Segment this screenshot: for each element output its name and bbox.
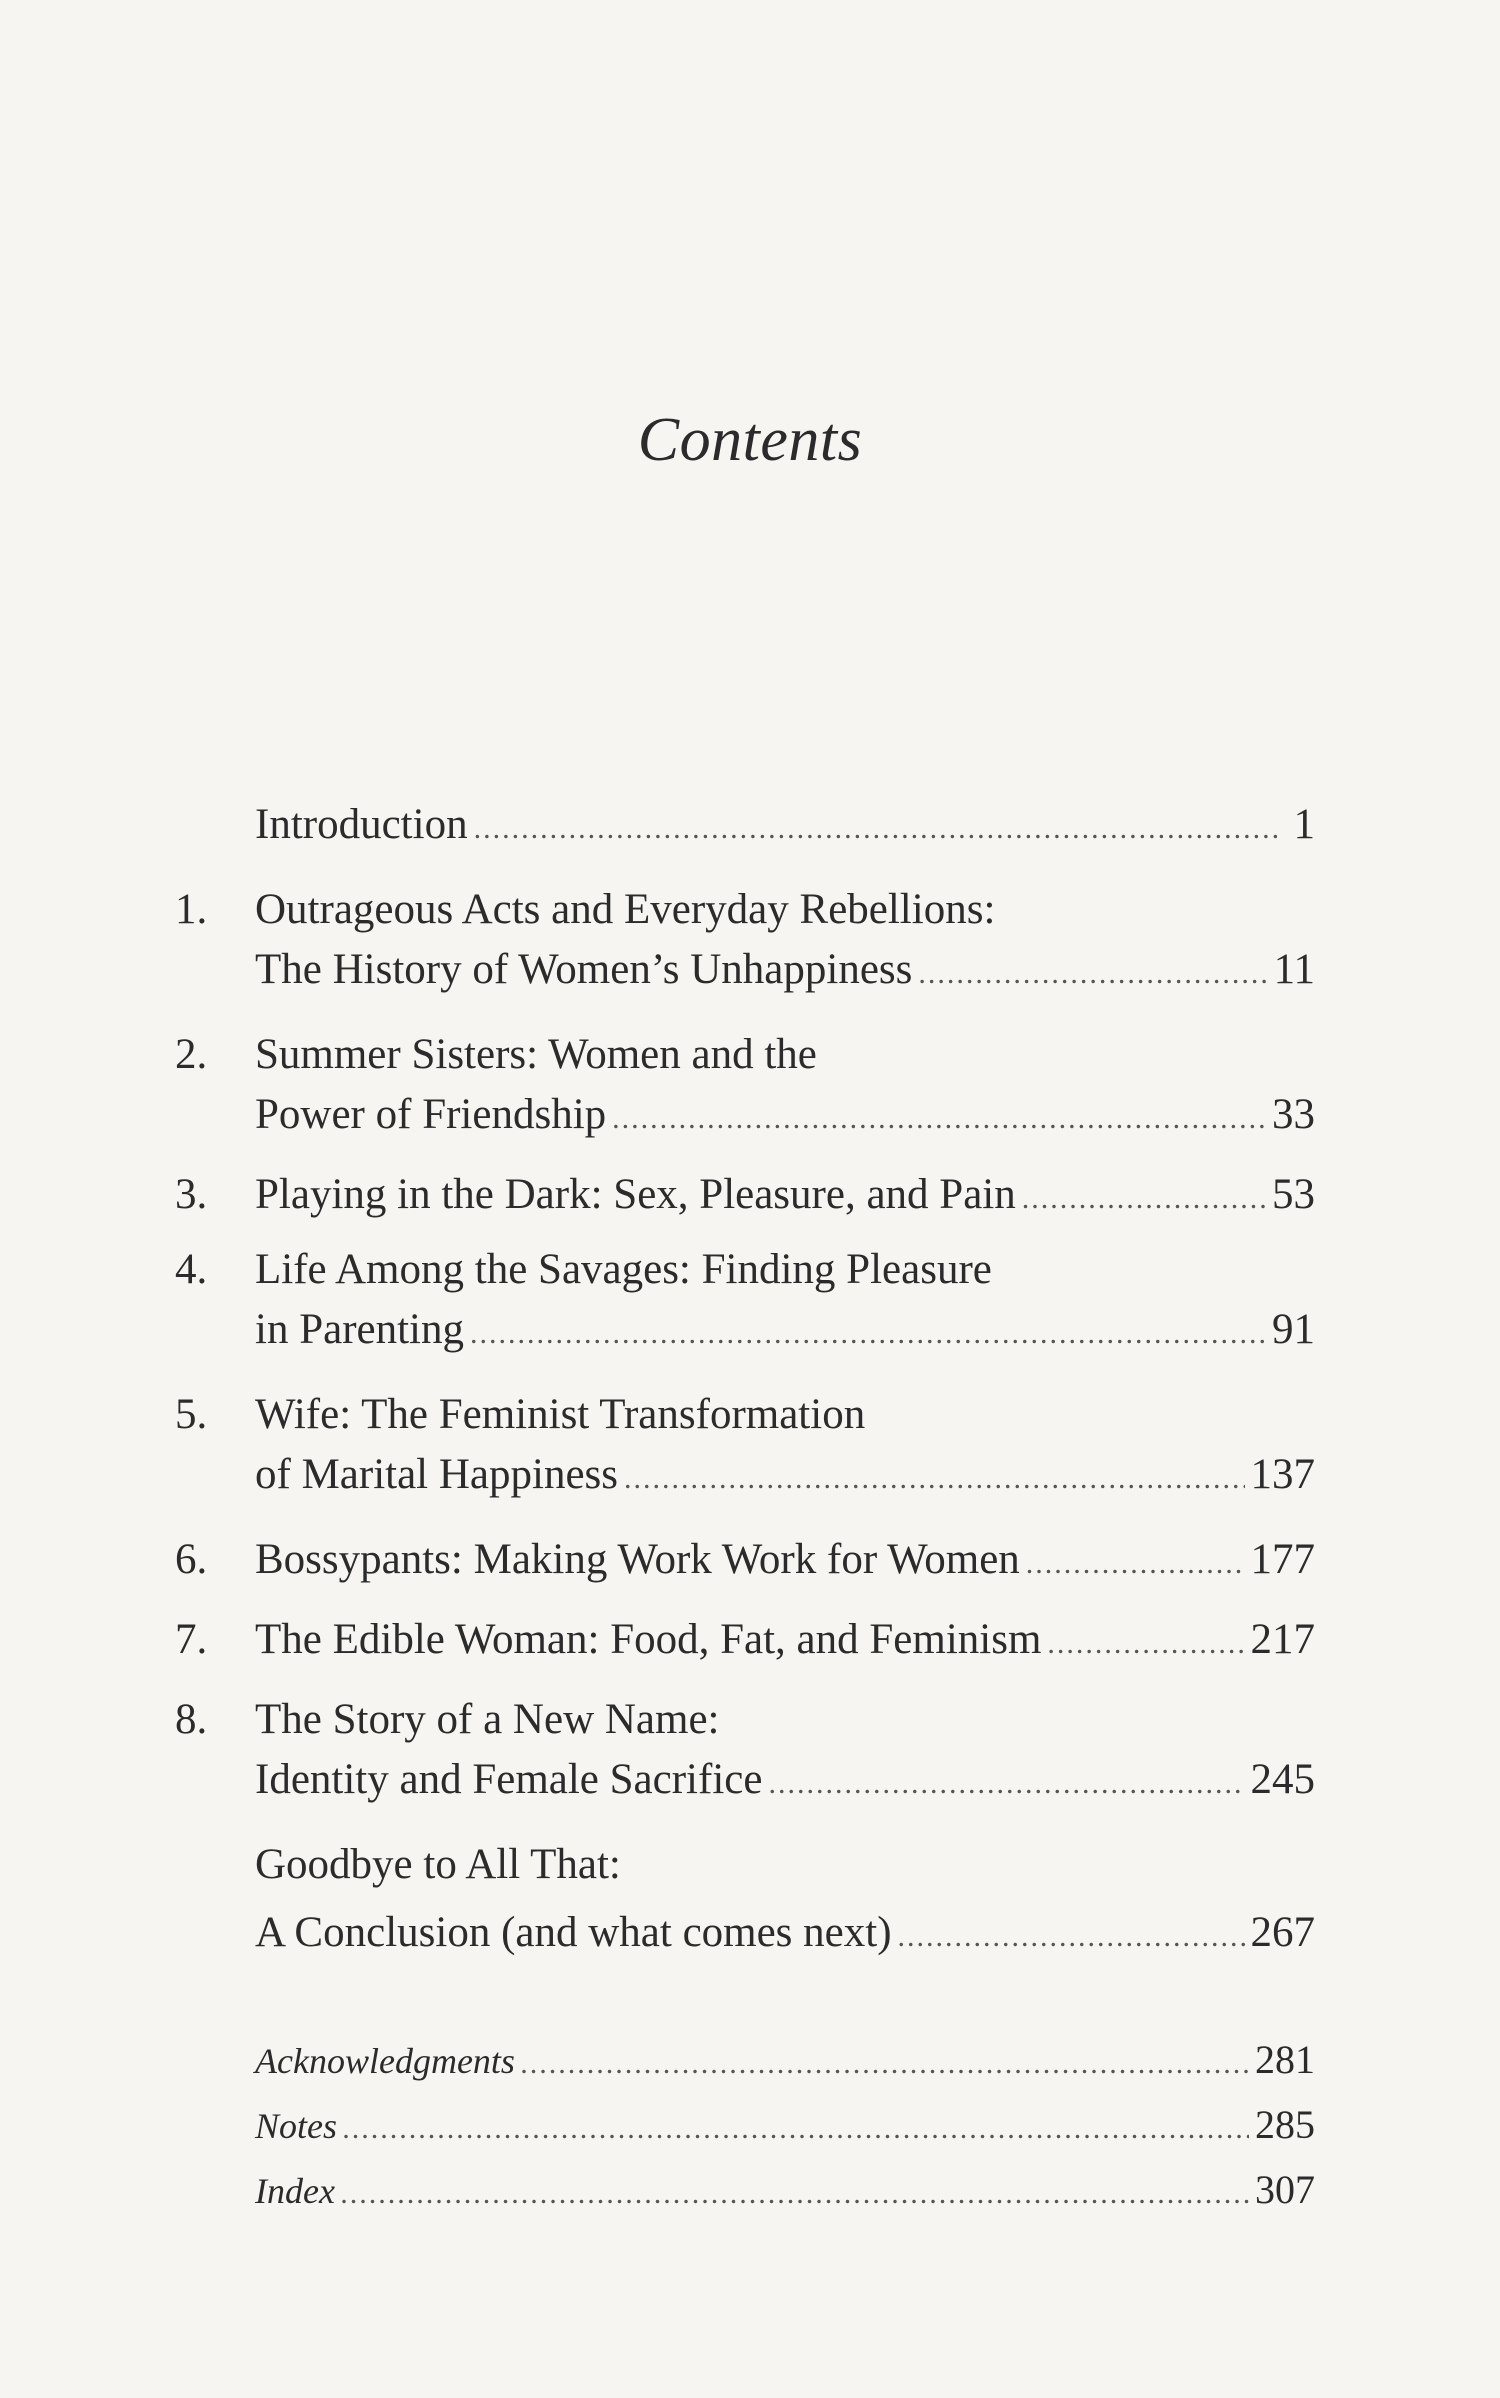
dot-leader [768, 1754, 1244, 1814]
page-number: 33 [1272, 1091, 1315, 1138]
toc-entry-index [255, 2160, 1315, 2220]
page-number: 1 [1293, 801, 1315, 848]
chapter-number: 8. [175, 1696, 208, 1743]
chapter-title: The Story of a New Name: [255, 1696, 720, 1743]
page-number: 217 [1250, 1616, 1315, 1663]
chapter-subtitle: The History of Women’s Unhappiness [255, 946, 913, 993]
toc-entry-acknowledgments [255, 2030, 1315, 2090]
page-number: 177 [1250, 1536, 1315, 1583]
dot-leader [521, 2034, 1249, 2094]
page-number: 11 [1273, 946, 1315, 993]
chapter-title: Playing in the Dark: Sex, Pleasure, and Pain [255, 1171, 1016, 1218]
chapter-number: 3. [175, 1171, 208, 1218]
chapter-title: Goodbye to All That: [255, 1841, 621, 1888]
dot-leader [1047, 1614, 1244, 1674]
chapter-number: 5. [175, 1391, 208, 1438]
chapter-title: Bossypants: Making Work Work for Women [255, 1536, 1020, 1583]
dot-leader [898, 1907, 1245, 1967]
dot-leader [343, 2099, 1249, 2159]
chapter-subtitle: Identity and Female Sacrifice [255, 1756, 763, 1803]
chapter-number: 1. [175, 886, 208, 933]
chapter-subtitle: Power of Friendship [255, 1091, 607, 1138]
chapter-number: 4. [175, 1246, 208, 1293]
page-number: 307 [1255, 2167, 1315, 2212]
chapter-title: The Edible Woman: Food, Fat, and Feminism [255, 1616, 1042, 1663]
chapter-title: Outrageous Acts and Everyday Rebellions: [255, 886, 996, 933]
page-number: 267 [1250, 1909, 1315, 1956]
toc-entry-notes [255, 2095, 1315, 2155]
back-matter-title: Notes [255, 2106, 338, 2146]
chapter-number: 2. [175, 1031, 208, 1078]
chapter-title: Wife: The Feminist Transformation [255, 1391, 866, 1438]
dot-leader [341, 2164, 1249, 2224]
dot-leader [612, 1089, 1266, 1149]
dot-leader [470, 1304, 1266, 1364]
chapter-subtitle: of Marital Happiness [255, 1451, 619, 1498]
page-number: 281 [1255, 2037, 1315, 2082]
back-matter-title: Acknowledgments [255, 2041, 515, 2081]
chapter-subtitle: A Conclusion (and what comes next) [255, 1909, 892, 1956]
chapter-number: 6. [175, 1536, 208, 1583]
chapter-number: 7. [175, 1616, 208, 1663]
page-number: 245 [1250, 1756, 1315, 1803]
dot-leader [624, 1449, 1244, 1509]
chapter-title: Life Among the Savages: Finding Pleasure [255, 1246, 992, 1293]
page-number: 285 [1255, 2102, 1315, 2147]
dot-leader [918, 944, 1267, 1004]
chapter-title: Introduction [255, 801, 468, 848]
page-number: 91 [1272, 1306, 1315, 1353]
dot-leader [1026, 1534, 1245, 1594]
back-matter-title: Index [255, 2171, 335, 2211]
page-title: Contents [637, 406, 863, 474]
chapter-title: Summer Sisters: Women and the [255, 1031, 817, 1078]
page-number: 53 [1272, 1171, 1315, 1218]
chapter-subtitle: in Parenting [255, 1306, 464, 1353]
dot-leader [474, 799, 1279, 859]
dot-leader [1022, 1169, 1266, 1229]
page-number: 137 [1250, 1451, 1315, 1498]
